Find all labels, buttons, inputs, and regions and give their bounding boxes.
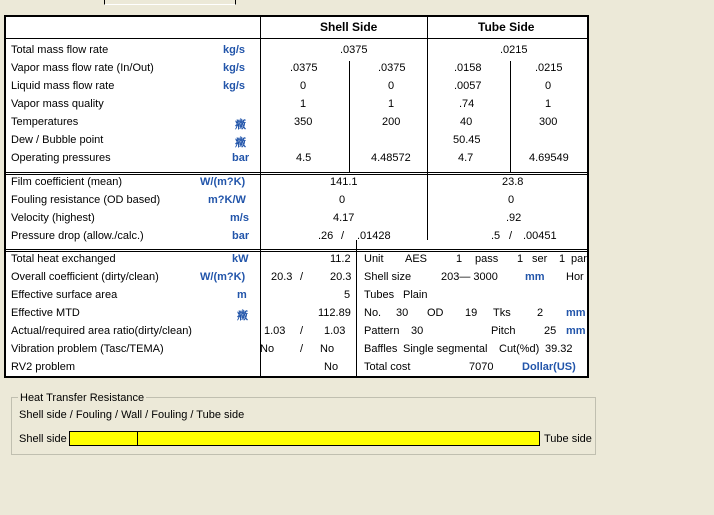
geom-label: No. <box>364 307 382 319</box>
summary-label: Overall coefficient (dirty/clean) <box>11 271 159 283</box>
tube-in-value: .74 <box>459 98 475 110</box>
geom-value: 1 <box>517 253 524 265</box>
geom-value: Plain <box>403 289 428 301</box>
unit-label: kg/s <box>223 80 246 92</box>
shell-out-value: 4.48572 <box>371 152 411 164</box>
geom-label: Tubes <box>364 289 395 301</box>
shell-side-label: Shell side <box>19 433 67 445</box>
tube-out-value: .0215 <box>535 62 563 74</box>
row-label: Vapor mass quality <box>11 98 104 110</box>
geom-label: OD <box>427 307 444 319</box>
actual-value: 1.03 <box>264 325 286 337</box>
row-label: Liquid mass flow rate <box>11 80 115 92</box>
tube-out-value: 300 <box>539 116 558 128</box>
summary-value: 5 <box>344 289 351 301</box>
geom-value: 2 <box>537 307 544 319</box>
unit-label: mm <box>566 325 586 337</box>
tube-value: 50.45 <box>453 134 481 146</box>
slash: / <box>300 271 304 283</box>
unit-label: m?K/W <box>208 194 246 206</box>
tasc-value: No <box>260 343 275 355</box>
summary-label: Total heat exchanged <box>11 253 116 265</box>
hts-subtitle: Shell side / Fouling / Wall / Fouling / Tube side <box>19 409 245 421</box>
geom-label: Total cost <box>364 361 411 373</box>
summary-value: No <box>324 361 339 373</box>
geom-label: Baffles <box>364 343 398 355</box>
unit-label: kW <box>232 253 249 265</box>
geom-value: 25 <box>544 325 557 337</box>
row-label: Total mass flow rate <box>11 44 109 56</box>
heat-transfer-resistance-group <box>11 397 596 455</box>
resistance-bar-divider <box>137 431 138 446</box>
shell-value: 141.1 <box>330 176 358 188</box>
temperature-unit: 癥 <box>235 137 246 149</box>
unit-label: m/s <box>230 212 249 224</box>
slash: / <box>341 230 345 242</box>
tube-in-value: 4.7 <box>458 152 474 164</box>
hts-title: Heat Transfer Resistance <box>20 392 145 404</box>
tube-value: .0215 <box>500 44 528 56</box>
shell-out-value: .0375 <box>378 62 406 74</box>
geom-value: 30 <box>396 307 409 319</box>
shell-calc-value: .01428 <box>357 230 391 242</box>
shell-out-value: 0 <box>388 80 395 92</box>
resistance-distribution-tab[interactable] <box>104 0 236 5</box>
row-label: Temperatures <box>11 116 79 128</box>
geom-label: Shell size <box>364 271 412 283</box>
tube-in-value: .0158 <box>454 62 482 74</box>
geom-value: 203— 3000 <box>441 271 498 283</box>
shell-in-value: 1 <box>300 98 307 110</box>
tube-out-value: 0 <box>545 80 552 92</box>
geom-value: AES <box>405 253 428 265</box>
shell-allow-value: .26 <box>318 230 334 242</box>
geom-value: 1 <box>456 253 463 265</box>
unit-label: W/(m?K) <box>200 271 246 283</box>
tube-calc-value: .00451 <box>523 230 557 242</box>
shell-side-header: Shell Side <box>320 20 378 34</box>
unit-label: bar <box>232 152 250 164</box>
geom-value: 30 <box>411 325 424 337</box>
geom-label: Pattern <box>364 325 400 337</box>
unit-label: kg/s <box>223 62 246 74</box>
resistance-bar <box>69 431 540 446</box>
summary-label: Effective MTD <box>11 307 80 319</box>
shell-out-value: 200 <box>382 116 401 128</box>
tube-in-value: 40 <box>460 116 473 128</box>
row-label: Operating pressures <box>11 152 111 164</box>
tube-out-value: 1 <box>545 98 552 110</box>
row-label: Fouling resistance (OD based) <box>11 194 161 206</box>
geom-value: 19 <box>465 307 478 319</box>
summary-label: Effective surface area <box>11 289 118 301</box>
summary-label: Vibration problem (Tasc/TEMA) <box>11 343 164 355</box>
shell-in-value: 4.5 <box>296 152 312 164</box>
summary-label: RV2 problem <box>11 361 75 373</box>
shell-in-value: .0375 <box>290 62 318 74</box>
tube-in-value: .0057 <box>454 80 482 92</box>
summary-value: 11.2 <box>330 253 351 265</box>
geom-label: ser <box>532 253 548 265</box>
row-label: Pressure drop (allow./calc.) <box>11 230 144 242</box>
shell-in-value: 350 <box>294 116 313 128</box>
unit-label: bar <box>232 230 250 242</box>
geom-value: Single segmental <box>403 343 488 355</box>
tube-out-value: 4.69549 <box>529 152 569 164</box>
unit-label: m <box>237 289 247 301</box>
geom-label: Tks <box>493 307 511 319</box>
row-label: Velocity (highest) <box>11 212 95 224</box>
tube-value: .92 <box>506 212 522 224</box>
geom-label: pass <box>475 253 499 265</box>
unit-label: mm <box>566 307 586 319</box>
row-label: Dew / Bubble point <box>11 134 104 146</box>
geom-label: Cut(%d) <box>499 343 540 355</box>
geom-value: 1 <box>559 253 566 265</box>
shell-out-value: 1 <box>388 98 395 110</box>
geom-value: 39.32 <box>545 343 573 355</box>
slash: / <box>300 325 304 337</box>
tube-value: 23.8 <box>502 176 524 188</box>
geom-value: Hor <box>566 271 584 283</box>
shell-in-value: 0 <box>300 80 307 92</box>
row-label: Vapor mass flow rate (In/Out) <box>11 62 154 74</box>
tube-value: 0 <box>508 194 515 206</box>
shell-value: 4.17 <box>333 212 355 224</box>
clean-value: 20.3 <box>330 271 352 283</box>
unit-label: mm <box>525 271 545 283</box>
unit-label: Dollar(US) <box>522 361 576 373</box>
dirty-value: 20.3 <box>271 271 293 283</box>
row-label: Film coefficient (mean) <box>11 176 123 188</box>
slash: / <box>300 343 304 355</box>
required-value: 1.03 <box>324 325 346 337</box>
tube-side-label: Tube side <box>544 433 592 445</box>
slash: / <box>509 230 513 242</box>
tube-side-header: Tube Side <box>478 20 535 34</box>
shell-value: .0375 <box>340 44 368 56</box>
tema-value: No <box>320 343 335 355</box>
summary-label: Actual/required area ratio(dirty/clean) <box>11 325 192 337</box>
geom-value: 7070 <box>469 361 494 373</box>
geom-label: Pitch <box>491 325 516 337</box>
summary-value: 112.89 <box>318 307 351 319</box>
unit-label: W/(m?K) <box>200 176 246 188</box>
temperature-unit: 癥 <box>237 310 248 322</box>
tube-allow-value: .5 <box>491 230 501 242</box>
geom-label: Unit <box>364 253 384 265</box>
temperature-unit: 癥 <box>235 119 246 131</box>
geom-label: par <box>571 253 587 265</box>
unit-label: kg/s <box>223 44 246 56</box>
shell-value: 0 <box>339 194 346 206</box>
